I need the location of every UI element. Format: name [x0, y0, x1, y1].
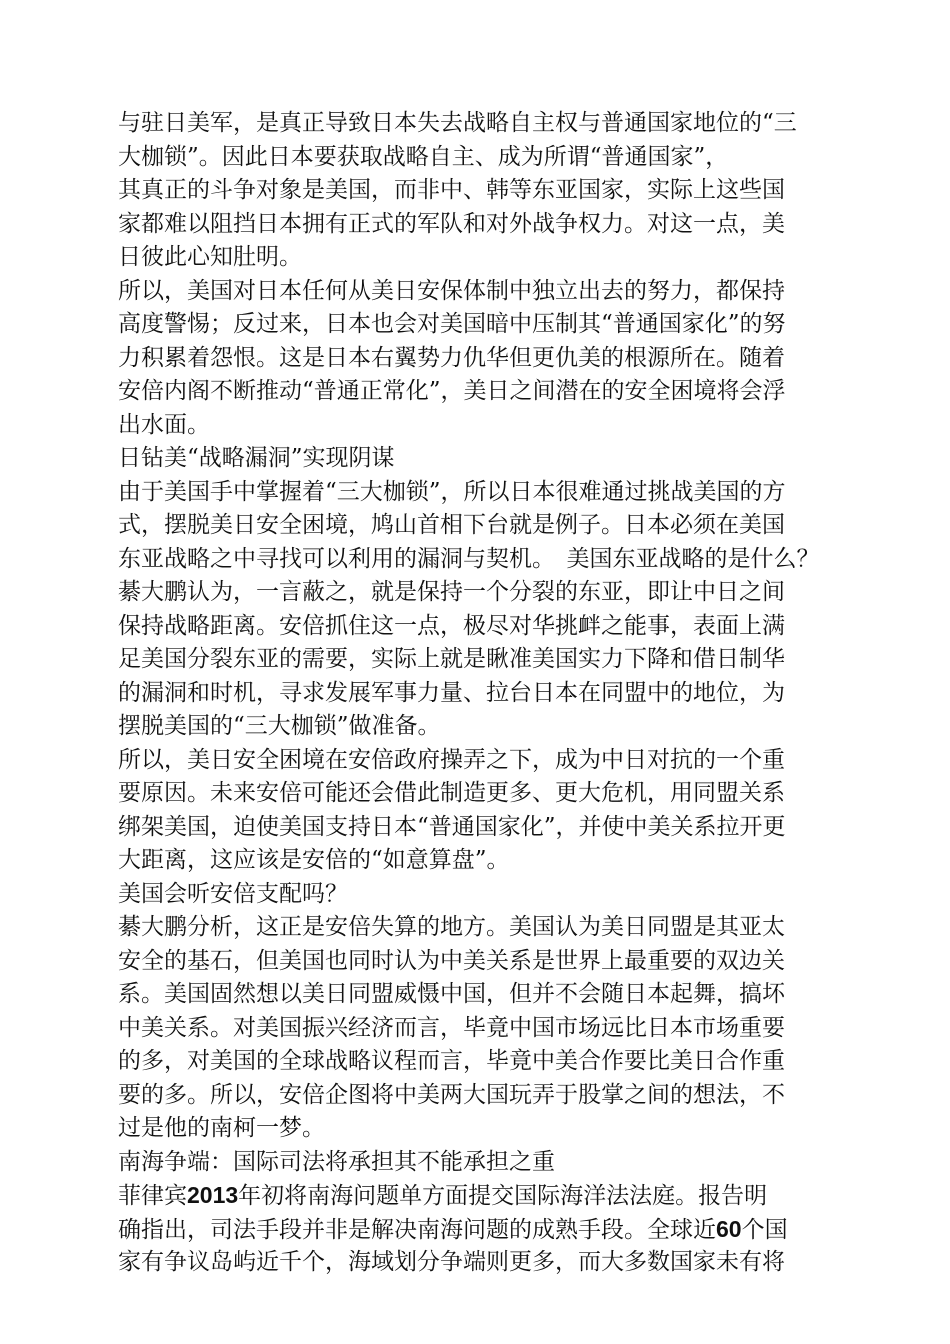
text-line: 要原因。未来安倍可能还会借此制造更多、更大危机，用同盟关系 — [118, 780, 785, 806]
text-line: 的多，对美国的全球战略议程而言，毕竟中美合作要比美日合作重 — [118, 1048, 785, 1074]
text-line: 大枷锁”。因此日本要获取战略自主、成为所谓“普通国家”， — [118, 143, 729, 170]
text-line: 与驻日美军，是真正导致日本失去战略自主权与普通国家地位的“三 — [118, 110, 797, 136]
year-number: 2013 — [187, 1182, 239, 1208]
text-line: 所以，美国对日本任何从美日安保体制中独立出去的努力，都保持 — [118, 277, 785, 304]
text-fragment: 菲律宾 — [118, 1183, 187, 1209]
text-line: 安倍内阁不断推动“普通正常化”，美日之间潜在的安全困境将会浮 — [118, 378, 786, 404]
text-fragment: 个国 — [741, 1216, 788, 1243]
text-line: 过是他的南柯一梦。 — [118, 1115, 325, 1141]
section-heading: 日钻美“战略漏洞”实现阴谋 — [118, 445, 395, 471]
text-line: 中美关系。对美国振兴经济而言，毕竟中国市场远比日本市场重要 — [118, 1014, 785, 1041]
text-line: 保持战略距离。安倍抓住这一点，极尽对华挑衅之能事，表面上满 — [118, 612, 785, 639]
text-fragment: 年初将南海问题单方面提交国际海洋法法庭。报告明 — [238, 1183, 768, 1209]
text-line: 由于美国手中掌握着“三大枷锁”，所以日本很难通过挑战美国的方 — [118, 478, 786, 505]
text-line: 出水面。 — [118, 411, 210, 438]
country-count-number: 60 — [716, 1215, 742, 1242]
text-line: 其真正的斗争对象是美国，而非中、韩等东亚国家，实际上这些国 — [118, 177, 785, 203]
text-line: 式，摆脱美日安全困境，鸠山首相下台就是例子。日本必须在美国 — [118, 512, 785, 538]
text-line: 安全的基石，但美国也同时认为中美关系是世界上最重要的双边关 — [118, 947, 785, 974]
text-line: 高度警惕；反过来，日本也会对美国暗中压制其“普通国家化”的努 — [118, 311, 786, 337]
text-line: 绑架美国，迫使美国支持日本“普通国家化”，并使中美关系拉开更 — [118, 813, 786, 840]
text-line: 綦大鹏分析，这正是安倍失算的地方。美国认为美日同盟是其亚太 — [118, 914, 785, 940]
section-heading: 美国会听安倍支配吗？ — [118, 880, 348, 907]
text-line: 的漏洞和时机，寻求发展军事力量、拉台日本在同盟中的地位，为 — [118, 679, 785, 706]
text-line — [118, 1213, 838, 1247]
text-line: 大距离，这应该是安倍的“如意算盘”。 — [118, 847, 510, 873]
text-line: 家都难以阻挡日本拥有正式的军队和对外战争权力。对这一点，美 — [118, 210, 785, 237]
text-line: 綦大鹏认为，一言蔽之，就是保持一个分裂的东亚，即让中日之间 — [118, 579, 785, 605]
text-line: 摆脱美国的“三大枷锁”做准备。 — [118, 713, 441, 739]
article-body — [118, 107, 838, 1280]
text-line: 力积累着怨恨。这是日本右翼势力仇华但更仇美的根源所在。随着 — [118, 344, 785, 371]
text-fragment: 确指出，司法手段并非是解决南海问题的成熟手段。全球近 — [118, 1216, 716, 1243]
section-heading: 南海争端：国际司法将承担其不能承担之重 — [118, 1148, 555, 1175]
text-line: 所以，美日安全困境在安倍政府操弄之下，成为中日对抗的一个重 — [118, 746, 785, 773]
text-line — [118, 1179, 838, 1213]
text-line: 东亚战略之中寻找可以利用的漏洞与契机。 美国东亚战略的是什么？ — [118, 545, 820, 572]
text-line: 系。美国固然想以美日同盟威慑中国，但并不会随日本起舞，搞坏 — [118, 981, 785, 1007]
text-line: 要的多。所以，安倍企图将中美两大国玩弄于股掌之间的想法，不 — [118, 1081, 785, 1108]
text-line: 日彼此心知肚明。 — [118, 244, 302, 270]
text-line: 足美国分裂东亚的需要，实际上就是瞅准美国实力下降和借日制华 — [118, 646, 785, 672]
text-line: 家有争议岛屿近千个，海域划分争端则更多，而大多数国家未有将 — [118, 1249, 785, 1275]
